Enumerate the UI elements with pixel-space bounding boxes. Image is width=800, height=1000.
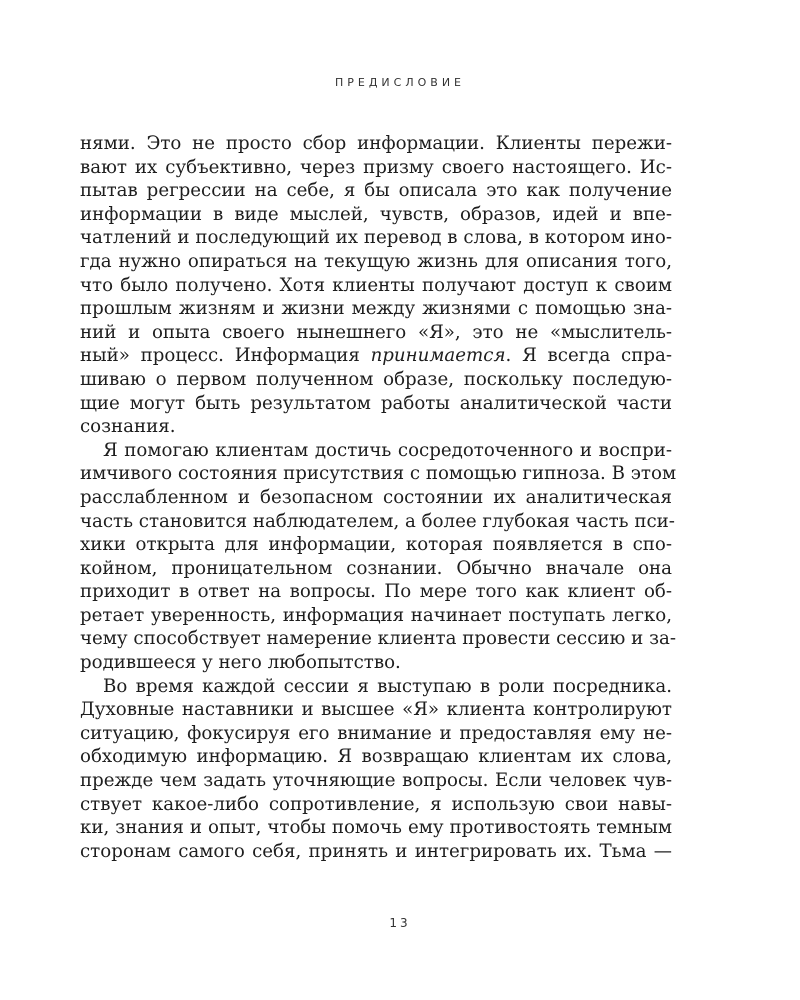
text-line: хики открыта для информации, которая появляется в спо- (80, 534, 672, 556)
text-line: сторонам самого себя, принять и интегрировать их. Тьма — (80, 840, 672, 862)
running-header: ПРЕДИСЛОВИЕ (334, 76, 465, 89)
text-line: часть становится наблюдателем, а более глубокая часть пси- (80, 510, 675, 532)
paragraph (80, 132, 672, 439)
text-segment: ный» процесс. Информация (80, 345, 371, 367)
text-line: шиваю о первом полученном образе, поскольку последую- (80, 368, 672, 390)
text-line: чатлений и последующий их перевод в слова, в котором ино- (80, 227, 672, 249)
text-line: прошлым жизням и жизни между жизнями с помощью зна- (80, 298, 672, 320)
text-line: сознания. (80, 416, 176, 438)
paragraph (80, 439, 677, 675)
paragraph (80, 675, 672, 864)
text-line: вают их субъективно, через призму своего настоящего. Ис- (80, 156, 672, 178)
text-line: щие могут быть результатом работы аналитической части (80, 392, 672, 414)
text-line: гда нужно опираться на текущую жизнь для описания того, (80, 250, 672, 272)
text-line: нями. Это не просто сбор информации. Клиенты пережи- (80, 133, 672, 154)
text-line: расслабленном и безопасном состоянии их аналитическая (80, 486, 672, 508)
text-line: Духовные наставники и высшее «Я» клиента контролируют (80, 699, 672, 721)
text-line: информации в виде мыслей, чувств, образов, идей и впе- (80, 203, 672, 225)
text-line: что было получено. Хотя клиенты получают доступ к своим (80, 274, 672, 296)
text-line: обходимую информацию. Я возвращаю клиентам их слова, (80, 746, 672, 768)
text-line: ний и опыта своего нынешнего «Я», это не «мыслитель- (80, 321, 672, 343)
text-line: Во время каждой сессии я выступаю в роли посредника. (103, 675, 672, 697)
page-number: 13 (389, 916, 411, 930)
text-line: чему способствует намерение клиента провести сессию и за- (80, 628, 676, 650)
text-line: имчивого состояния присутствия с помощью гипноза. В этом (80, 463, 677, 485)
text-line: Я помогаю клиентам достичь сосредоточенного и воспри- (103, 439, 672, 461)
text-line: ствует какое-либо сопротивление, я использую свои навы- (80, 793, 672, 815)
text-line (80, 344, 672, 368)
emphasized-word: принимается (370, 345, 506, 367)
text-segment: . Я всегда спра- (505, 345, 672, 367)
text-line: родившееся у него любопытство. (80, 652, 401, 674)
text-line: приходит в ответ на вопросы. По мере того как клиент об- (80, 581, 672, 603)
text-line: пытав регрессии на себе, я бы описала это как получение (80, 180, 672, 202)
text-line: прежде чем задать уточняющие вопросы. Если человек чув- (80, 770, 672, 792)
body-text (80, 132, 677, 863)
text-line: ки, знания и опыт, чтобы помочь ему противостоять темным (80, 817, 672, 839)
text-line: койном, проницательном сознании. Обычно вначале она (80, 557, 672, 579)
text-line: ретает уверенность, информация начинает поступать легко, (80, 604, 672, 626)
text-line: ситуацию, фокусируя его внимание и предоставляя ему не- (80, 722, 672, 744)
